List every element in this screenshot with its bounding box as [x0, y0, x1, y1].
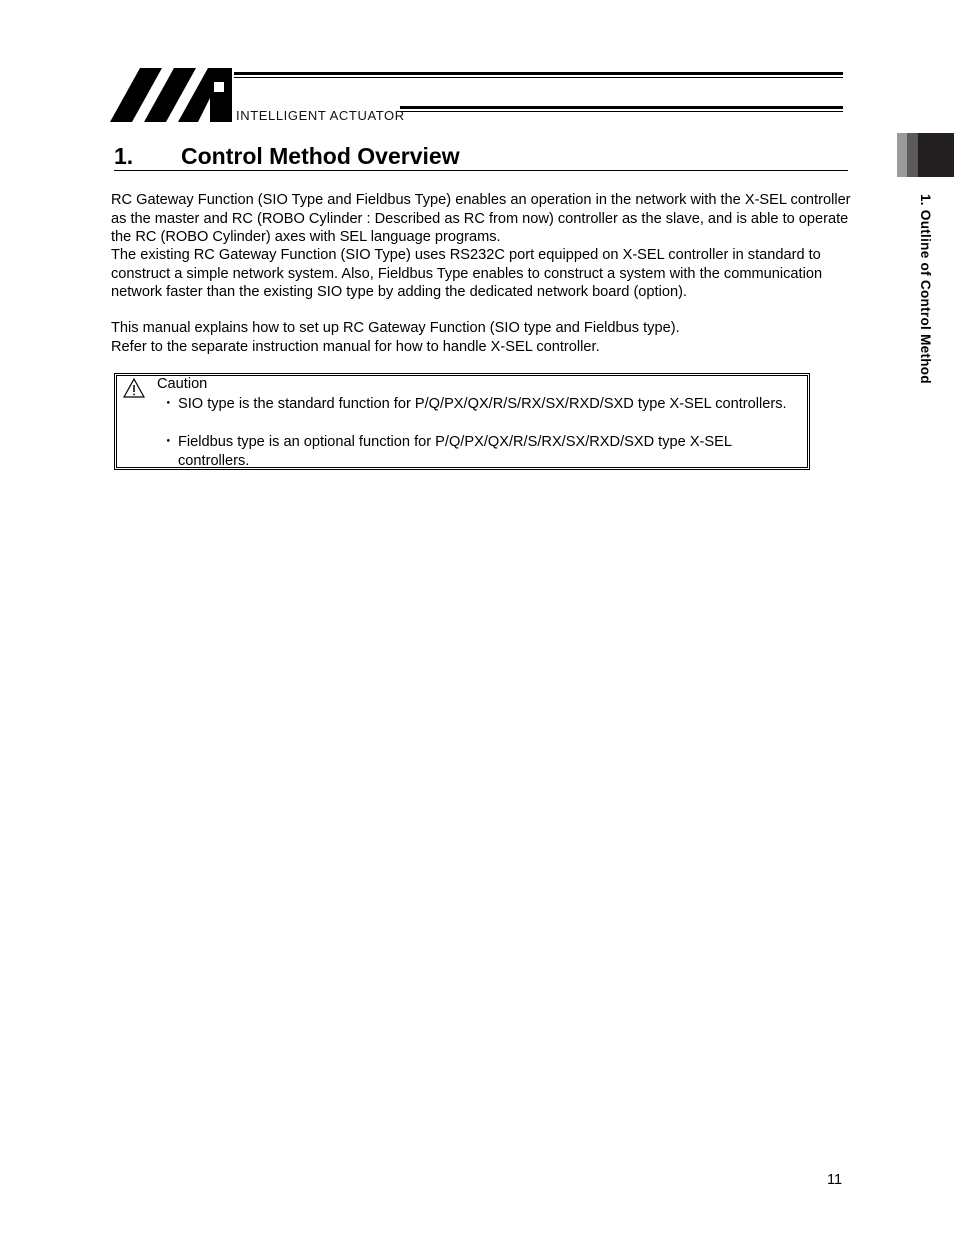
paragraph-intro: RC Gateway Function (SIO Type and Fieldbus Type) enables an operation in the network with the X-SEL controller as the master and RC (ROBO Cylinder : Described as RC from now) controller as the slave, and is able to operate the RC (ROBO Cylinder) axes with SEL language programs. [111, 192, 851, 245]
side-tab-label: 1. Outline of Control Method [918, 194, 933, 384]
chapter-heading [114, 140, 848, 171]
caution-item-sio: SIO type is the standard function for P/Q/PX/QX/R/S/RX/SX/RXD/SXD type X-SEL controllers. [178, 396, 787, 412]
caution-item-fieldbus: Fieldbus type is an optional function for P/Q/PX/QX/R/S/RX/SX/RXD/SXD type X-SEL controllers. [178, 434, 732, 469]
caution-box [114, 373, 810, 470]
caution-bullet: ・ [161, 434, 176, 450]
chapter-number: 1. [114, 143, 134, 169]
paragraph-sio-fieldbus: The existing RC Gateway Function (SIO Type) uses RS232C port equipped on X-SEL controller in standard to construct a simple network system. Also, Fieldbus Type enables to construct a system with the communication network faster than the existing SIO type by adding the dedicated network board (option). [111, 247, 823, 300]
caution-label: Caution [157, 376, 208, 392]
header-rule-top-thin [234, 77, 843, 78]
chapter-title: Control Method Overview [181, 143, 460, 169]
side-tab-light-bar [897, 133, 907, 177]
header-rule-top [234, 72, 843, 75]
caution-bullet: ・ [161, 396, 176, 412]
paragraph-manual-scope: This manual explains how to set up RC Gateway Function (SIO type and Fieldbus type). [111, 320, 680, 336]
side-tab-mid-bar [907, 133, 918, 177]
header-rule-mid [400, 106, 843, 109]
iai-logo [110, 68, 232, 122]
side-tab-dark-block [918, 133, 954, 177]
brand-text: INTELLIGENT ACTUATOR [236, 108, 405, 123]
header-rule-mid-thin [400, 111, 843, 112]
warning-triangle-icon [123, 378, 145, 398]
page-number: 11 [827, 1172, 843, 1188]
paragraph-refer: Refer to the separate instruction manual for how to handle X-SEL controller. [111, 339, 600, 355]
